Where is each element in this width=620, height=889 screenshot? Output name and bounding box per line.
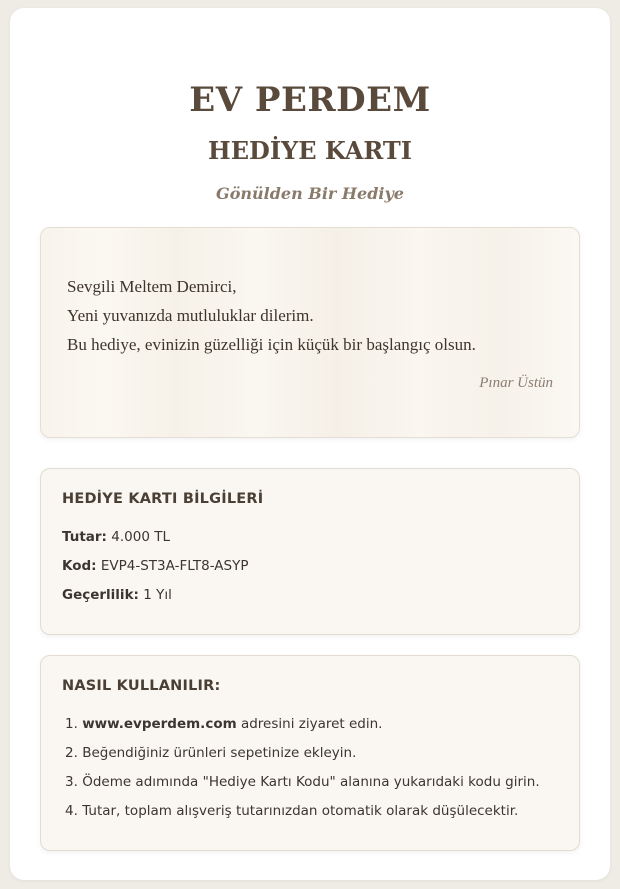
message-line-wish: Yeni yuvanızda mutluluklar dilerim. — [67, 306, 314, 325]
step-number: 2. — [65, 745, 78, 761]
step-number: 3. — [65, 774, 78, 790]
usage-heading: NASIL KULLANILIR: — [62, 678, 221, 694]
message-line-note: Bu hediye, evinizin güzelliği için küçük bir başlangıç olsun. — [67, 335, 476, 354]
info-heading: HEDİYE KARTI BİLGİLERİ — [62, 491, 264, 507]
info-row-validity — [62, 587, 172, 603]
validity-value: 1 Yıl — [143, 587, 172, 603]
code-label: Kod: — [62, 558, 97, 574]
personal-message-box — [40, 227, 580, 438]
usage-step — [65, 743, 569, 772]
message-line-greeting: Sevgili Meltem Demirci, — [67, 277, 237, 296]
usage-steps-list — [65, 714, 569, 830]
step-text: Ödeme adımında "Hediye Kartı Kodu" alanına yukarıdaki kodu girin. — [82, 774, 540, 790]
step-number: 1. — [65, 716, 78, 732]
usage-step — [65, 772, 569, 801]
step-text: Tutar, toplam alışveriş tutarınızdan otomatik olarak düşülecektir. — [82, 803, 519, 819]
brand-name: EV PERDEM — [189, 80, 431, 120]
website-link[interactable]: www.evperdem.com — [82, 716, 237, 732]
usage-instructions-box — [40, 655, 580, 851]
amount-label: Tutar: — [62, 529, 107, 545]
step-number: 4. — [65, 803, 78, 819]
gift-card — [10, 8, 610, 880]
step-text: adresini ziyaret edin. — [236, 716, 383, 732]
info-row-amount — [62, 529, 170, 545]
usage-step — [65, 801, 569, 830]
validity-label: Geçerlilik: — [62, 587, 139, 603]
step-text: Beğendiğiniz ürünleri sepetinize ekleyin. — [82, 745, 357, 761]
code-value: EVP4-ST3A-FLT8-ASYP — [100, 558, 249, 574]
amount-value: 4.000 TL — [111, 529, 170, 545]
card-info-box — [40, 468, 580, 635]
message-text — [67, 272, 559, 359]
message-signature: Pınar Üstün — [479, 375, 553, 391]
info-row-code — [62, 558, 248, 574]
usage-step — [65, 714, 569, 743]
card-subtitle: Gönülden Bir Hediye — [216, 184, 404, 203]
card-title: HEDİYE KARTI — [208, 136, 412, 165]
